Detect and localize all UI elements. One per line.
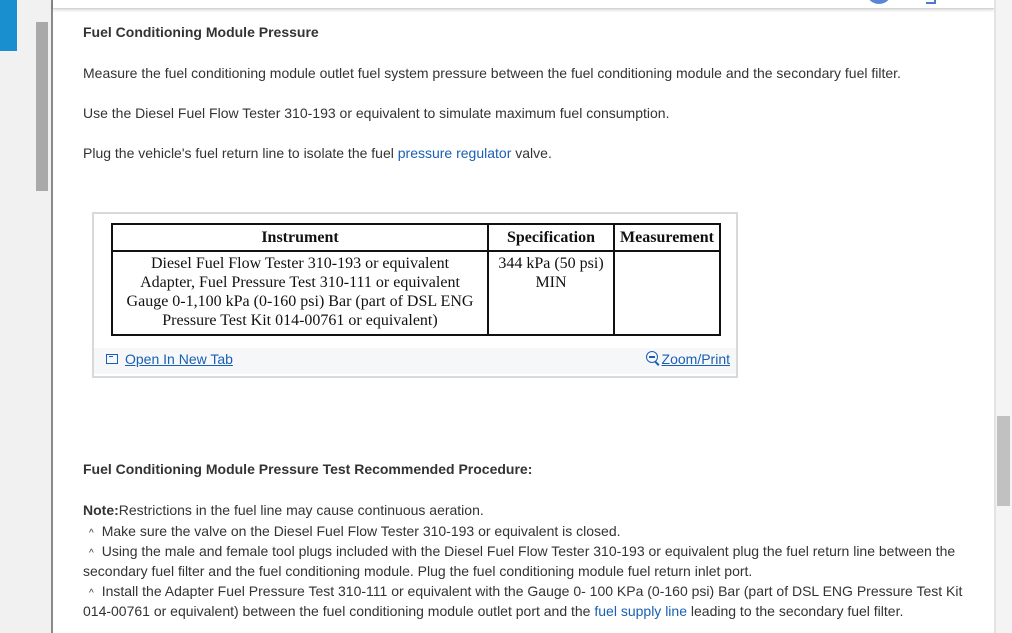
step-text: Using the male and female tool plugs included with the Diesel Fuel Flow Tester 310-193 or equivalent plug the fuel return line between the — [101, 543, 956, 559]
spec-line: MIN — [535, 274, 567, 291]
instrument-line: Gauge 0-1,100 kPa (0-160 psi) Bar (part of DSL ENG — [126, 293, 474, 310]
caret-icon: ^ — [89, 528, 94, 539]
zoom-print-link[interactable] — [646, 351, 730, 367]
paragraph-text: valve. — [511, 145, 552, 161]
note-text: Restrictions in the fuel line may cause continuous aeration. — [118, 502, 484, 518]
user-avatar-icon[interactable] — [866, 0, 892, 4]
instrument-cell — [112, 251, 488, 335]
instrument-line: Adapter, Fuel Pressure Test 310-111 or equivalent — [140, 274, 460, 291]
step-continuation: secondary fuel filter and the fuel conditioning module. Plug the fuel conditioning module fuel return inlet port. — [83, 563, 753, 579]
figure-footer — [94, 348, 736, 374]
caret-icon: ^ — [89, 548, 94, 559]
column-header-instrument: Instrument — [112, 224, 488, 251]
paragraph: Use the Diesel Fuel Flow Tester 310-193 or equivalent to simulate maximum fuel consumption. — [83, 105, 670, 121]
specification-cell — [488, 251, 614, 335]
spec-line: 344 kPa (50 psi) — [498, 255, 604, 272]
step-text: leading to the secondary fuel filter. — [687, 603, 904, 619]
step-continuation — [83, 601, 903, 621]
caret-icon: ^ — [89, 588, 94, 599]
open-in-new-tab-label: Open In New Tab — [125, 351, 233, 367]
specification-table — [111, 223, 721, 336]
chevron-down-icon[interactable] — [926, 0, 936, 4]
table-row — [112, 251, 720, 335]
instrument-line: Pressure Test Kit 014-00761 or equivalent) — [162, 312, 438, 329]
pressure-regulator-link[interactable]: pressure regulator — [397, 145, 512, 161]
paragraph: Measure the fuel conditioning module outlet fuel system pressure between the fuel conditioning module and the secondary fuel filter. — [83, 65, 901, 81]
instrument-line: Diesel Fuel Flow Tester 310-193 or equivalent — [150, 255, 450, 272]
specification-figure — [92, 212, 738, 378]
zoom-in-icon — [646, 351, 658, 363]
paragraph — [83, 145, 552, 161]
step-text: Install the Adapter Fuel Pressure Test 310-111 or equivalent with the Gauge 0- 100 KPa (0-160 psi) Bar (part of DSL ENG Pressure Test Kit — [101, 583, 963, 599]
content-left-border — [51, 0, 53, 633]
column-header-specification: Specification — [488, 224, 614, 251]
step-text: 014-00761 or equivalent) between the fuel conditioning module outlet port and the — [83, 603, 595, 619]
page-scrollbar[interactable] — [996, 0, 1012, 633]
left-scrollbar-thumb[interactable] — [36, 22, 48, 191]
new-tab-icon — [106, 354, 118, 364]
procedure-heading: Fuel Conditioning Module Pressure Test Recommended Procedure: — [83, 461, 533, 477]
section-heading: Fuel Conditioning Module Pressure — [83, 24, 319, 40]
column-header-measurement: Measurement — [614, 224, 720, 251]
note-label: Note: — [83, 502, 119, 518]
fuel-supply-line-link[interactable]: fuel supply line — [594, 603, 687, 619]
side-panel-tab[interactable] — [0, 0, 17, 51]
zoom-print-label: Zoom/Print — [661, 351, 730, 367]
page-scrollbar-thumb[interactable] — [997, 416, 1010, 506]
paragraph-text: Plug the vehicle's fuel return line to isolate the fuel — [83, 145, 398, 161]
open-in-new-tab-link[interactable] — [106, 351, 233, 367]
table-header-row — [112, 224, 720, 251]
step-text: Make sure the valve on the Diesel Fuel Flow Tester 310-193 or equivalent is closed. — [101, 523, 621, 539]
top-toolbar — [53, 0, 994, 9]
measurement-cell[interactable] — [614, 251, 720, 335]
note — [83, 502, 484, 518]
